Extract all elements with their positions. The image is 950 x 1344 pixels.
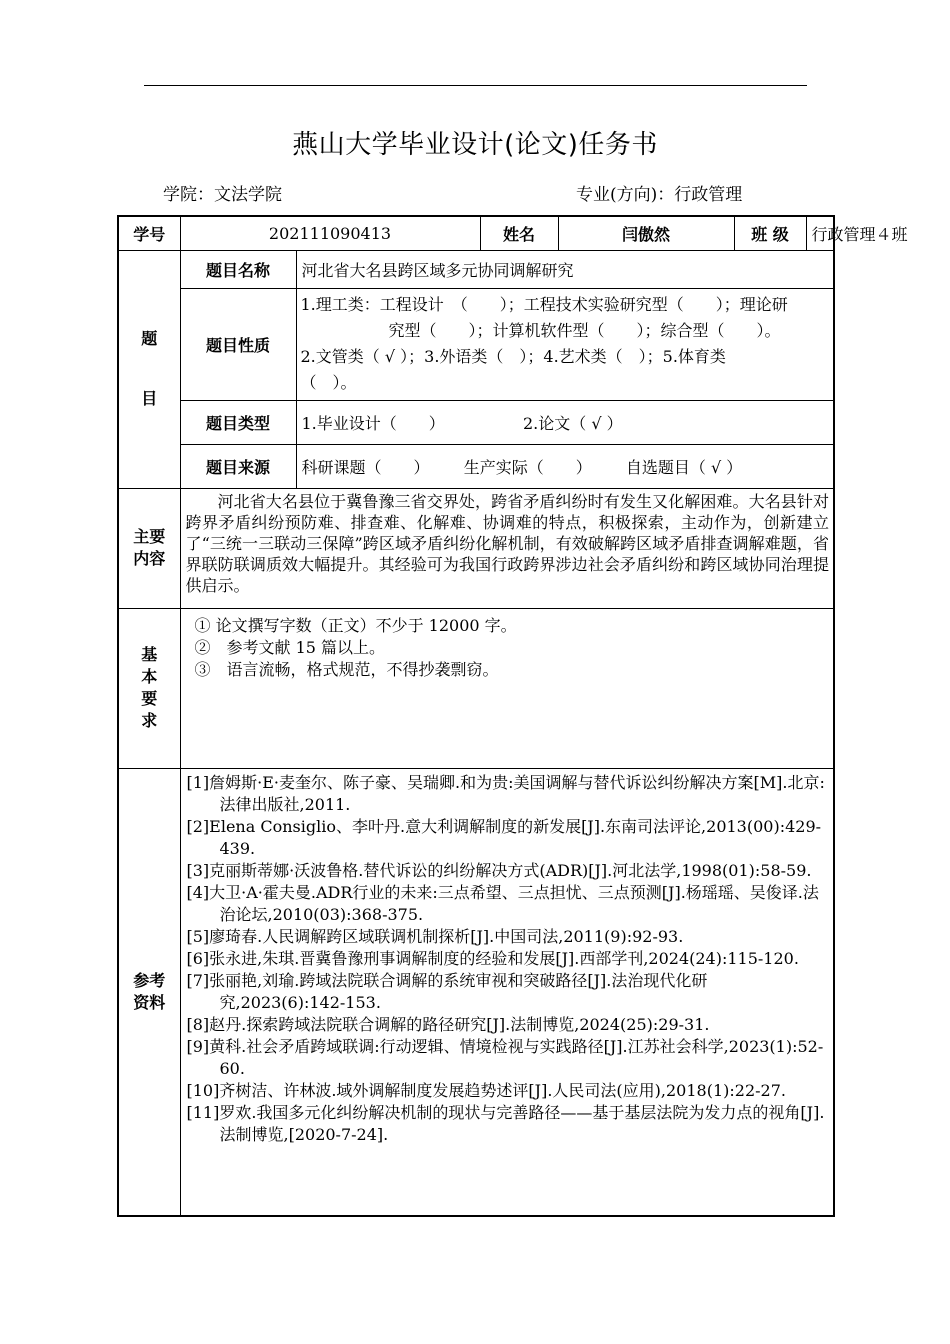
topic-type-value: [296, 400, 834, 444]
topic-nature-value: [296, 288, 834, 400]
references-label: [118, 768, 180, 1216]
reference-item: [2]Elena Consiglio、李叶丹.意大利调解制度的新发展[J].东南司法评论,2013(00):429-439.: [186, 816, 822, 858]
source-option-self: 自选题目（ √ ）: [625, 457, 743, 477]
requirement-item: ③ 语言流畅，格式规范，不得抄袭剽窃。: [194, 659, 499, 679]
reference-item: [6]张永进,朱琪.晋冀鲁豫刑事调解制度的经验和发展[J].西部学刊,2024(24):115-120.: [186, 948, 799, 968]
reference-item: [8]赵丹.探索跨域法院联合调解的路径研究[J].法制博览,2024(25):29-31.: [186, 1014, 710, 1034]
topic-name-value: 河北省大名县跨区域多元协同调解研究: [296, 250, 834, 288]
main-content-text: 河北省大名县位于冀鲁豫三省交界处，跨省矛盾纠纷时有发生又化解困难。大名县针对跨界矛盾纠纷预防难、排查难、化解难、协调难的特点，积极探索，主动作为，创新建立了“三统一三联动三保障”跨区域矛盾纠纷化解机制，有效破解跨区域矛盾排查调解难题，省界联防联调质效大幅提升。其经验可为我国行政跨界涉边社会矛盾纠纷和跨区域协同治理提供启示。: [185, 491, 829, 595]
name-label: 姓名: [480, 216, 558, 250]
requirements-label-char-2: 本: [141, 667, 158, 686]
reference-item: [5]廖琦春.人民调解跨区域联调机制探析[J].中国司法,2011(9):92-93.: [186, 926, 684, 946]
reference-item: [1]詹姆斯·E·麦奎尔、陈子豪、吴瑞卿.和为贵:美国调解与替代诉讼纠纷解决方案[M].北京:法律出版社,2011.: [186, 772, 825, 814]
document-title: 燕山大学毕业设计(论文)任务书: [292, 130, 658, 160]
references-value: [180, 768, 834, 1216]
source-option-production: 生产实际（ ）: [463, 457, 592, 477]
type-option-design: 1.毕业设计（ ）: [301, 413, 445, 433]
class-value: 行政管理４班: [806, 216, 834, 250]
reference-item: [4]大卫·A·霍夫曼.ADR行业的未来:三点希望、三点担忧、三点预测[J].杨瑶瑶、吴俊译.法治论坛,2010(03):368-375.: [186, 882, 819, 924]
topic-nature-label: 题目性质: [180, 288, 296, 400]
topic-section-char-2: 目: [141, 389, 158, 408]
college-line: 学院：文法学院: [163, 185, 282, 205]
nature-line-4: （ ）。: [300, 373, 357, 392]
topic-name-label: 题目名称: [180, 250, 296, 288]
topic-source-value: [296, 444, 834, 488]
references-label-line-1: 参考: [133, 970, 166, 990]
requirements-label: [118, 608, 180, 768]
requirements-value: [180, 608, 834, 768]
topic-section-char-1: 题: [141, 329, 158, 348]
references-label-line-2: 资料: [133, 992, 166, 1012]
student-id-label: 学号: [118, 216, 180, 250]
task-table: [117, 215, 908, 1217]
major-line: 专业(方向)：行政管理: [576, 185, 743, 205]
nature-line-1: 1.理工类：工程设计 （ ）；工程技术实验研究型（ ）；理论研: [300, 295, 788, 314]
requirements-label-char-1: 基: [141, 645, 158, 664]
topic-type-label: 题目类型: [180, 400, 296, 444]
name-value: 闫傲然: [558, 216, 734, 250]
nature-line-2: 究型（ ）；计算机软件型（ ）；综合型（ ）。: [388, 321, 781, 340]
topic-source-label: 题目来源: [180, 444, 296, 488]
reference-item: [3]克丽斯蒂娜·沃波鲁格.替代诉讼的纠纷解决方式(ADR)[J].河北法学,1998(01):58-59.: [186, 860, 812, 880]
main-content-label-line-2: 内容: [133, 549, 166, 568]
nature-line-3: 2.文管类（ √ ）；3.外语类（ ）；4.艺术类（ ）；5.体育类: [300, 347, 726, 366]
requirements-label-char-3: 要: [141, 689, 158, 708]
reference-item: [11]罗欢.我国多元化纠纷解决机制的现状与完善路径——基于基层法院为发力点的视角[J].法制博览,[2020-7-24].: [186, 1102, 825, 1144]
main-content-value: [180, 488, 834, 608]
requirement-item: ② 参考文献 15 篇以上。: [194, 637, 386, 657]
header-rule: [144, 85, 807, 86]
source-option-research: 科研课题（ ）: [301, 457, 430, 477]
type-option-thesis: 2.论文（ √ ）: [522, 413, 623, 433]
main-content-label-line-1: 主要: [133, 527, 166, 546]
student-id-value: 202111090413: [180, 216, 480, 250]
requirements-label-char-4: 求: [141, 711, 158, 730]
reference-item: [10]齐树洁、许林波.域外调解制度发展趋势述评[J].人民司法(应用),2018(1):22-27.: [186, 1080, 786, 1100]
reference-item: [9]黄科.社会矛盾跨域联调:行动逻辑、情境检视与实践路径[J].江苏社会科学,2023(1):52-60.: [186, 1036, 824, 1078]
main-content-label: [118, 488, 180, 608]
topic-section-label: [118, 250, 180, 488]
requirement-item: ① 论文撰写字数（正文）不少于 12000 字。: [194, 615, 517, 635]
reference-item: [7]张丽艳,刘瑜.跨域法院联合调解的系统审视和突破路径[J].法治现代化研究,2023(6):142-153.: [186, 970, 708, 1012]
class-label: 班 级: [734, 216, 806, 250]
